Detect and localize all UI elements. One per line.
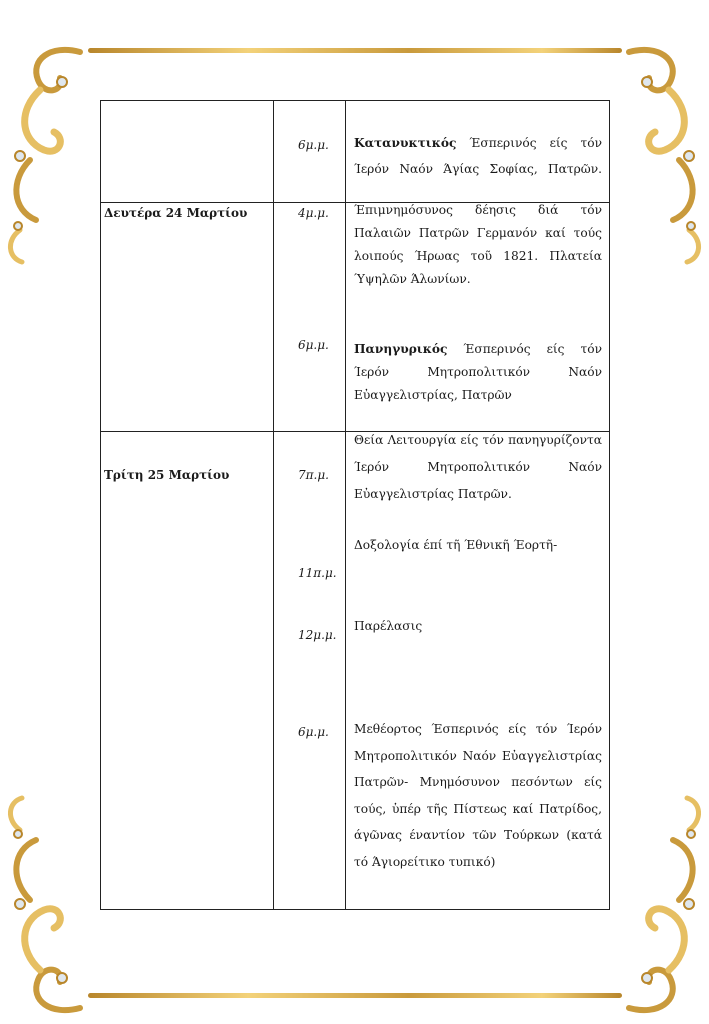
table-border-right	[609, 100, 610, 910]
bottom-left-ornament	[0, 790, 90, 1020]
event-description	[354, 615, 602, 637]
event-description	[354, 199, 602, 291]
column-divider-time-desc	[345, 100, 346, 910]
event-text: Έπιμνημόσυνος δέησις διά τόν Παλαιῶν Πατρῶν Γερμανόν καί τούς λοιπούς Ήρωας τοῦ 1821. Πλατεία Ύψηλῶν Άλωνίων.	[354, 203, 602, 286]
top-left-ornament	[0, 40, 90, 270]
event-description	[354, 338, 602, 407]
time-label: 6μ.μ.	[298, 725, 329, 739]
time-label: 7π.μ.	[298, 468, 329, 482]
frame-top-border	[88, 48, 622, 53]
table-border-bottom	[100, 909, 610, 910]
table-border-top	[100, 100, 610, 101]
event-text: Έσπερινός είς τόν Ίερόν Μητροπολιτικόν Ναόν Εὐαγγελιστρίας, Πατρῶν	[354, 342, 602, 402]
table-border-left	[100, 100, 101, 910]
frame-bottom-border	[88, 993, 622, 998]
schedule-table	[100, 100, 610, 910]
time-label: 12μ.μ.	[298, 628, 337, 642]
time-label: 6μ.μ.	[298, 338, 329, 352]
event-text: Έσπερινός είς τόν Ίερόν Ναόν Άγίας Σοφίας, Πατρῶν.	[354, 136, 602, 176]
event-emphasis: Πανηγυρικός	[354, 342, 448, 356]
bottom-right-ornament	[619, 790, 709, 1020]
day-label: Τρίτη 25 Μαρτίου	[104, 468, 230, 482]
event-description	[354, 716, 602, 875]
day-label: Δευτέρα 24 Μαρτίου	[104, 206, 248, 220]
time-label: 11π.μ.	[298, 566, 337, 580]
event-text: Παρέλασις	[354, 619, 423, 633]
event-text: Δοξολογία έπί τῆ Έθνικῆ Έορτῆ-	[354, 538, 558, 552]
column-divider-day-time	[273, 100, 274, 910]
top-right-ornament	[619, 40, 709, 270]
event-text: Θεία Λειτουργία είς τόν πανηγυρίζοντα Ίερόν Μητροπολιτικόν Ναόν Εὐαγγελιστρίας Πατρῶν.	[354, 433, 602, 501]
time-label: 6μ.μ.	[298, 138, 329, 152]
event-description	[354, 427, 602, 508]
event-description	[354, 130, 602, 182]
event-text: Μεθέορτος Έσπερινός είς τόν Ίερόν Μητροπολιτικόν Ναόν Εὐαγγελιστρίας Πατρῶν- Μνημόσυνον πεσόντων είς τούς, ὑπέρ τῆς Πίστεως καί Πατρίδος, άγῶνας έναντίον τῶν Τούρκων (κατά τό Άγιορείτικο τυπικό)	[354, 722, 602, 869]
event-emphasis: Κατανυκτικός	[354, 136, 457, 150]
time-label: 4μ.μ.	[298, 206, 329, 220]
event-description	[354, 534, 602, 556]
